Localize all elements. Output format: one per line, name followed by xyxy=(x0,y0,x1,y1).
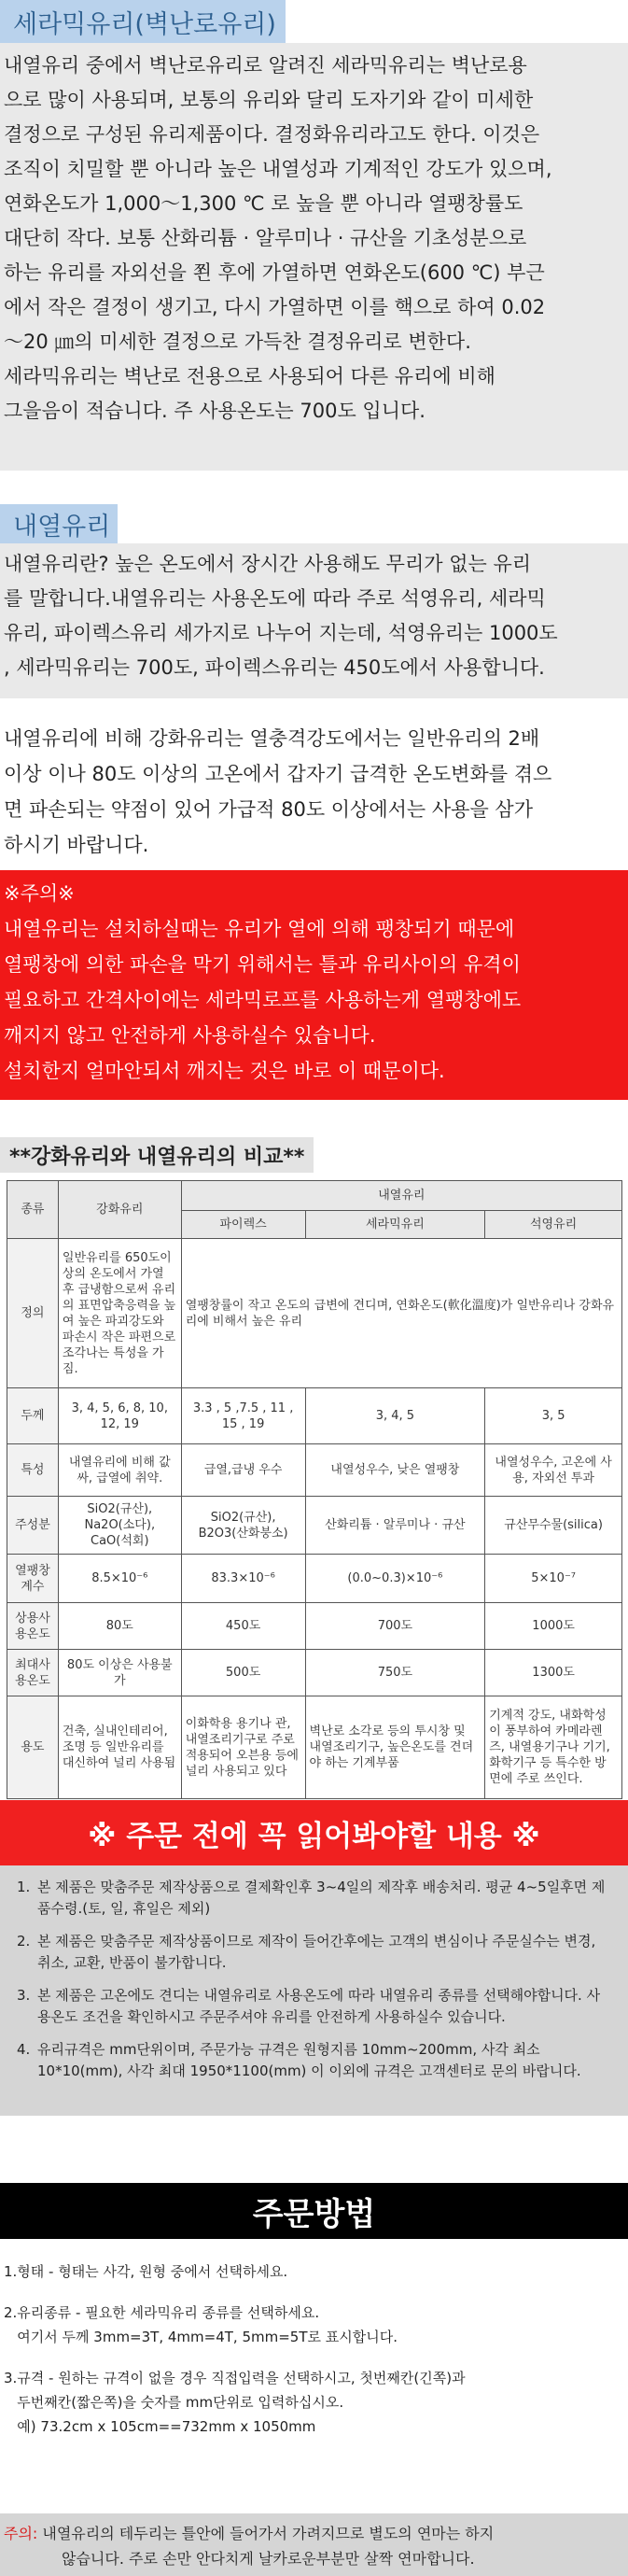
table-row xyxy=(7,1497,622,1555)
ceramic-line: 하는 유리를 자외선을 쬔 후에 가열하면 연화온도(600 ℃) 부근 xyxy=(4,261,545,284)
table-row xyxy=(7,1388,622,1444)
row-label: 두께 xyxy=(7,1388,59,1444)
ceramic-line: 대단히 작다. 보통 산화리튬 · 알루미나 · 규산을 기초성분으로 xyxy=(4,227,527,249)
notice-text: 유리규격은 mm단위이며, 주문가능 규격은 원형지름 10mm~200mm, 사각 최소 10*10(mm), 사각 최대 1950*1100(mm) 이 이외에 규격은 고객센터로 문의 바랍니다. xyxy=(37,2041,581,2079)
ceramic-line: 그을음이 적습니다. 주 사용온도는 700도 입니다. xyxy=(4,400,426,422)
header-kind: 종류 xyxy=(7,1181,59,1239)
caution-line: 깨지지 않고 안전하게 사용하실수 있습니다. xyxy=(4,1024,376,1047)
heat-description xyxy=(0,543,628,698)
cell-ceramic: 내열성우수, 낮은 열팽창 xyxy=(305,1444,485,1497)
cell-ceramic: 산화리튬 · 알루미나 · 규산 xyxy=(305,1497,485,1555)
tempered-line: 내열유리에 비해 강화유리는 열충격강도에서는 일반유리의 2배 xyxy=(4,727,540,750)
order-note xyxy=(0,2513,628,2576)
list-item xyxy=(17,2039,613,2082)
order-step xyxy=(4,2259,628,2284)
cell-quartz: 1000도 xyxy=(485,1603,622,1650)
row-label: 주성분 xyxy=(7,1497,59,1555)
ceramic-line: ～20 ㎛의 미세한 결정으로 가득찬 결정유리로 변한다. xyxy=(4,331,471,353)
cell-tempered: 내열유리에 비해 값싸, 급열에 취약. xyxy=(58,1444,181,1497)
comparison-title-text: **강화유리와 내열유리의 비교** xyxy=(9,1145,305,1169)
tempered-line: 면 파손되는 약점이 있어 가급적 80도 이상에서는 사용을 삼가 xyxy=(4,798,533,821)
order-step-line: 1.형태 - 형태는 사각, 원형 중에서 선택하세요. xyxy=(4,2263,288,2280)
ceramic-line: 으로 많이 사용되며, 보통의 유리와 달리 도자기와 같이 미세한 xyxy=(4,89,534,111)
notice-number: 3. xyxy=(17,1987,31,2004)
order-note-line: 않습니다. 주로 손만 안다치게 날카로운부분만 살짝 연마합니다. xyxy=(62,2550,475,2568)
cell-ceramic: 3, 4, 5 xyxy=(305,1388,485,1444)
ceramic-line: 조직이 치밀할 뿐 아니라 높은 내열성과 기계적인 강도가 있으며, xyxy=(4,158,552,180)
cell-pyrex: 500도 xyxy=(181,1650,305,1696)
table-row xyxy=(7,1650,622,1696)
cell-pyrex: 450도 xyxy=(181,1603,305,1650)
table-row xyxy=(7,1444,622,1497)
heat-section-heading xyxy=(0,504,118,543)
notice-text: 본 제품은 맞춤주문 제작상품이므로 제작이 들어간후에는 고객의 변심이나 주문실수는 변경, 취소, 교환, 반품이 불가합니다. xyxy=(37,1933,596,1971)
cell-heat-definition: 열팽창률이 작고 온도의 급변에 견디며, 연화온도(軟化溫度)가 일반유리나 강화유리에 비해서 높은 유리 xyxy=(181,1239,621,1388)
cell-ceramic: (0.0~0.3)×10⁻⁶ xyxy=(305,1555,485,1603)
heat-line: 를 말합니다.내열유리는 사용온도에 따라 주로 석영유리, 세라믹 xyxy=(4,587,546,610)
table-row xyxy=(7,1603,622,1650)
row-label: 특성 xyxy=(7,1444,59,1497)
comparison-title xyxy=(0,1137,314,1173)
header-quartz: 석영유리 xyxy=(485,1211,622,1239)
notice-text: 본 제품은 맞춤주문 제작상품으로 결제확인후 3~4일의 제작후 배송처리. 평균 4~5일후면 제품수령.(토, 일, 휴일은 제외) xyxy=(37,1879,606,1917)
notice-number: 1. xyxy=(17,1879,31,1895)
caution-box xyxy=(0,870,628,1100)
caution-line: 설치한지 얼마안되서 깨지는 것은 바로 이 때문이다. xyxy=(4,1060,445,1082)
ceramic-line: 연화온도가 1,000～1,300 ℃ 로 높을 뿐 아니라 열팽창률도 xyxy=(4,192,523,215)
tempered-warning xyxy=(0,717,628,859)
order-note-text: 내열유리의 테두리는 틀안에 들어가서 가려지므로 별도의 연마는 하지 xyxy=(42,2525,495,2542)
row-label: 열팽창계수 xyxy=(7,1555,59,1603)
caution-line: 필요하고 간격사이에는 세라믹로프를 사용하는게 열팽창에도 xyxy=(4,989,522,1011)
table-row xyxy=(7,1555,622,1603)
row-label: 정의 xyxy=(7,1239,59,1388)
ceramic-section-heading xyxy=(0,0,286,43)
order-title: 주문방법 xyxy=(252,2195,376,2233)
list-item xyxy=(17,1931,613,1974)
cell-tempered: SiO2(규산), Na2O(소다), CaO(석회) xyxy=(58,1497,181,1555)
cell-quartz: 5×10⁻⁷ xyxy=(485,1555,622,1603)
list-item xyxy=(17,1877,613,1920)
cell-pyrex: 이화학용 용기나 관, 내열조리기구로 주로 적용되어 오븐용 등에 널리 사용되고 있다 xyxy=(181,1696,305,1799)
cell-ceramic: 750도 xyxy=(305,1650,485,1696)
list-item xyxy=(17,1985,613,2028)
ceramic-line: 에서 작은 결정이 생기고, 다시 가열하면 이를 핵으로 하여 0.02 xyxy=(4,296,546,318)
notice-title: ※ 주문 전에 꼭 읽어봐야할 내용 ※ xyxy=(88,1819,540,1853)
order-note-line xyxy=(4,2521,628,2546)
ceramic-title: 세라믹유리(벽난로유리) xyxy=(13,9,276,39)
tempered-line: 이상 이나 80도 이상의 고온에서 갑자기 급격한 온도변화를 겪으 xyxy=(4,763,552,785)
caution-line: 열팽창에 의한 파손을 막기 위해서는 틀과 유리사이의 유격이 xyxy=(4,953,521,976)
notice-heading xyxy=(0,1800,628,1865)
tempered-line: 하시기 바랍니다. xyxy=(4,834,149,856)
notice-box xyxy=(0,1865,628,2116)
order-heading xyxy=(0,2183,628,2239)
ceramic-line: 결정으로 구성된 유리제품이다. 결정화유리라고도 한다. 이것은 xyxy=(4,123,540,146)
header-tempered: 강화유리 xyxy=(58,1181,181,1239)
comparison-table xyxy=(7,1180,622,1799)
order-step-line: 두번째칸(짧은쪽)을 숫자를 mm단위로 입력하십시오. xyxy=(4,2394,344,2411)
row-label: 용도 xyxy=(7,1696,59,1799)
row-label: 최대사용온도 xyxy=(7,1650,59,1696)
ceramic-description xyxy=(0,43,628,471)
cell-tempered: 8.5×10⁻⁶ xyxy=(58,1555,181,1603)
cell-tempered: 건축, 실내인테리어, 조명 등 일반유리를 대신하여 널리 사용됨 xyxy=(58,1696,181,1799)
cell-pyrex: 급열,급냉 우수 xyxy=(181,1444,305,1497)
order-step-line: 여기서 두께 3mm=3T, 4mm=4T, 5mm=5T로 표시합니다. xyxy=(4,2329,398,2345)
cell-quartz: 1300도 xyxy=(485,1650,622,1696)
cell-tempered: 80도 xyxy=(58,1603,181,1650)
cell-pyrex: SiO2(규산), B2O3(산화붕소) xyxy=(181,1497,305,1555)
ceramic-line: 내열유리 중에서 벽난로유리로 알려진 세라믹유리는 벽난로용 xyxy=(4,54,527,77)
cell-quartz: 3, 5 xyxy=(485,1388,622,1444)
table-header-row xyxy=(7,1181,622,1211)
order-step-line: 3.규격 - 원하는 규격이 없을 경우 직접입력을 선택하시고, 첫번째칸(긴쪽)과 xyxy=(4,2370,466,2386)
heat-line: , 세라믹유리는 700도, 파이렉스유리는 450도에서 사용합니다. xyxy=(4,656,545,679)
cell-quartz: 규산무수물(silica) xyxy=(485,1497,622,1555)
order-step xyxy=(4,2301,628,2349)
cell-ceramic: 벽난로 소각로 등의 투시창 및 내열조리기구, 높은온도를 견뎌야 하는 기계부품 xyxy=(305,1696,485,1799)
order-step-line: 2.유리종류 - 필요한 세라믹유리 종류를 선택하세요. xyxy=(4,2304,320,2321)
notice-number: 2. xyxy=(17,1933,31,1950)
heat-title: 내열유리 xyxy=(13,512,111,542)
order-instructions xyxy=(0,2259,628,2513)
cell-ceramic: 700도 xyxy=(305,1603,485,1650)
header-ceramic: 세라믹유리 xyxy=(305,1211,485,1239)
header-pyrex: 파이렉스 xyxy=(181,1211,305,1239)
notice-number: 4. xyxy=(17,2041,31,2058)
table-row xyxy=(7,1696,622,1799)
order-step xyxy=(4,2366,628,2439)
table-row xyxy=(7,1239,622,1388)
notice-text: 본 제품은 고온에도 견디는 내열유리로 사용온도에 따라 내열유리 종류를 선택해야합니다. 사용온도 조건을 확인하시고 주문주셔야 유리를 안전하게 사용하실수 있습니다. xyxy=(37,1987,601,2025)
cell-tempered: 80도 이상은 사용불가 xyxy=(58,1650,181,1696)
row-label: 상용사용온도 xyxy=(7,1603,59,1650)
notice-list xyxy=(17,1877,613,2082)
heat-line: 내열유리란? 높은 온도에서 장시간 사용해도 무리가 없는 유리 xyxy=(4,553,532,575)
cell-quartz: 기계적 강도, 내화학성이 풍부하여 카메라렌즈, 내열용기구나 기기, 화학기구 등 특수한 방면에 주로 쓰인다. xyxy=(485,1696,622,1799)
cell-pyrex: 3.3 , 5 ,7.5 , 11 , 15 , 19 xyxy=(181,1388,305,1444)
caution-line: 내열유리는 설치하실때는 유리가 열에 의해 팽창되기 때문에 xyxy=(4,918,515,940)
order-step-line: 예) 73.2cm x 105cm==732mm x 1050mm xyxy=(4,2418,316,2435)
header-heat: 내열유리 xyxy=(181,1181,621,1211)
caution-line: ※주의※ xyxy=(4,882,75,905)
cell-tempered: 3, 4, 5, 6, 8, 10, 12, 19 xyxy=(58,1388,181,1444)
cell-quartz: 내열성우수, 고온에 사용, 자외선 투과 xyxy=(485,1444,622,1497)
cell-pyrex: 83.3×10⁻⁶ xyxy=(181,1555,305,1603)
cell-tempered: 일반유리를 650도이상의 온도에서 가열 후 급냉함으로써 유리의 표면압축응력을 높여 높은 파괴강도와 파손시 작은 파편으로 조각나는 특성을 가짐. xyxy=(58,1239,181,1388)
ceramic-line: 세라믹유리는 벽난로 전용으로 사용되어 다른 유리에 비해 xyxy=(4,365,495,387)
order-note-label: 주의: xyxy=(4,2525,43,2542)
heat-line: 유리, 파이렉스유리 세가지로 나누어 지는데, 석영유리는 1000도 xyxy=(4,622,558,644)
